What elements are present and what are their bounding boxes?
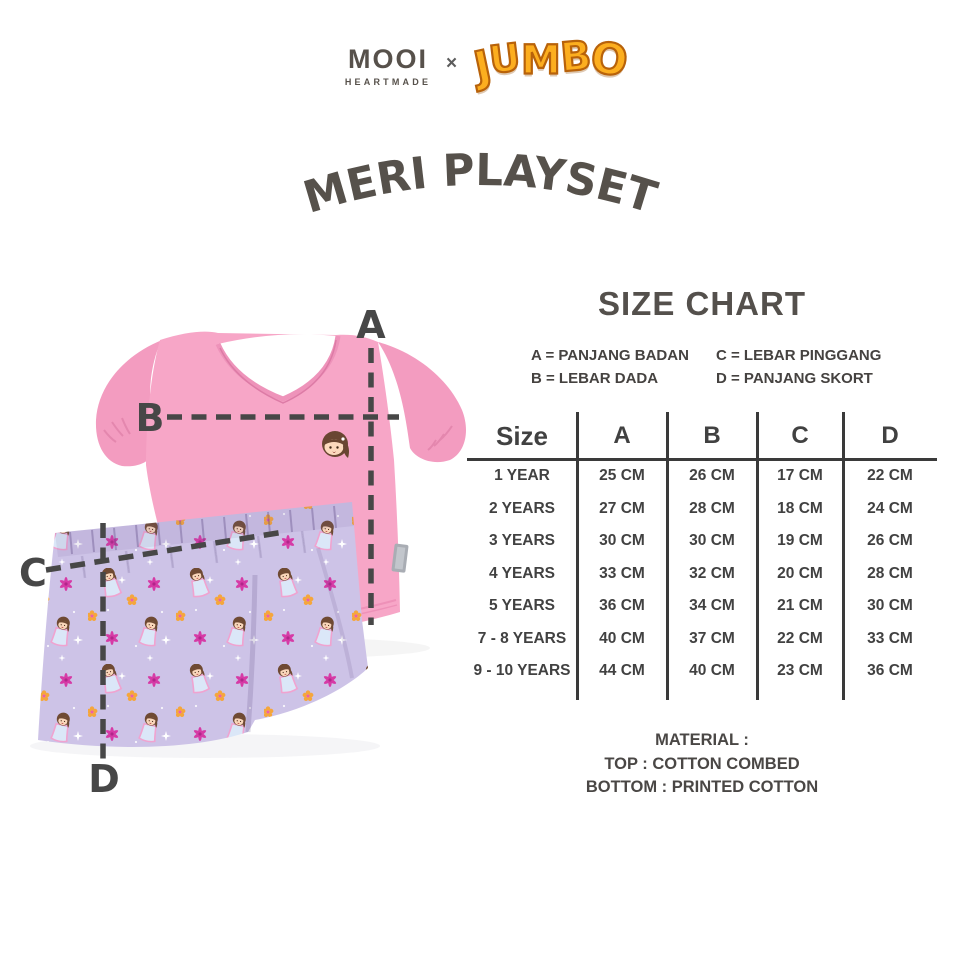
table-cell: 20 CM <box>777 564 823 582</box>
table-cell: 34 CM <box>689 597 735 615</box>
material-bottom: BOTTOM : PRINTED COTTON <box>585 778 819 796</box>
legend-item-a: A = PANJANG BADAN <box>531 347 689 364</box>
page-title: MERI PLAYSET <box>297 144 663 225</box>
measure-label-b: B <box>135 396 165 440</box>
table-cell: 18 CM <box>777 499 823 517</box>
table-row-size: 3 YEARS <box>488 532 556 550</box>
skort-graphic <box>38 502 368 747</box>
table-cell: 28 CM <box>867 564 913 582</box>
table-divider <box>756 412 760 700</box>
table-cell: 19 CM <box>777 532 823 550</box>
table-row-size: 4 YEARS <box>488 564 556 582</box>
measure-label-c: C <box>19 551 47 595</box>
table-cell: 28 CM <box>689 499 735 517</box>
table-cell: 21 CM <box>777 597 823 615</box>
col-header-d: D <box>881 422 899 449</box>
table-divider <box>842 412 846 700</box>
size-legend-right <box>716 344 881 390</box>
table-cell: 27 CM <box>599 499 645 517</box>
table-cell: 30 CM <box>689 532 735 550</box>
size-chart-heading: SIZE CHART <box>598 285 806 322</box>
table-cell: 25 CM <box>599 467 645 485</box>
table-row-size: 1 YEAR <box>494 467 550 485</box>
table-cell: 33 CM <box>599 564 645 582</box>
table-cell: 44 CM <box>599 662 645 680</box>
col-header-size: Size <box>495 420 549 451</box>
col-header-b: B <box>703 422 721 449</box>
table-divider <box>666 412 670 700</box>
table-cell: 33 CM <box>867 629 913 647</box>
table-cell: 36 CM <box>867 662 913 680</box>
jumbo-letter: O <box>588 32 631 87</box>
table-row-size: 7 - 8 YEARS <box>477 629 567 647</box>
table-cell: 24 CM <box>867 499 913 517</box>
material-heading: MATERIAL : <box>655 731 749 749</box>
table-cell: 30 CM <box>599 532 645 550</box>
legend-item-b: B = LEBAR DADA <box>531 370 659 387</box>
table-cell: 26 CM <box>689 467 735 485</box>
jumbo-letter: B <box>558 32 593 82</box>
table-cell: 22 CM <box>867 467 913 485</box>
table-cell: 30 CM <box>867 597 913 615</box>
jumbo-letter: J <box>469 41 496 94</box>
table-cell: 40 CM <box>599 629 645 647</box>
legend-item-d: D = PANJANG SKORT <box>716 370 873 387</box>
mooi-logo <box>338 46 438 87</box>
jumbo-letter: M <box>520 37 561 84</box>
table-row-size: 9 - 10 YEARS <box>473 662 571 680</box>
measure-label-a: A <box>356 303 386 347</box>
size-table <box>467 412 937 700</box>
table-cell: 32 CM <box>689 564 735 582</box>
product-photo <box>0 280 480 800</box>
table-cell: 17 CM <box>777 467 823 485</box>
table-cell: 37 CM <box>689 629 735 647</box>
table-cell: 22 CM <box>777 629 823 647</box>
product-title-arch <box>272 136 688 236</box>
table-cell: 26 CM <box>867 532 913 550</box>
table-cell: 36 CM <box>599 597 645 615</box>
material-info <box>467 729 937 800</box>
table-cell: 40 CM <box>689 662 735 680</box>
size-legend-left <box>531 344 689 390</box>
table-cell: 23 CM <box>777 662 823 680</box>
table-header-rule <box>467 458 937 461</box>
col-header-c: C <box>791 422 809 449</box>
table-row-size: 2 YEARS <box>488 499 556 517</box>
table-divider <box>576 412 580 700</box>
jumbo-logo <box>469 32 631 94</box>
table-row-size: 5 YEARS <box>488 597 556 615</box>
measure-label-d: D <box>88 757 120 800</box>
material-top: TOP : COTTON COMBED <box>604 754 800 773</box>
mooi-wordmark: MOOI <box>348 44 428 74</box>
collab-x-separator: × <box>446 53 458 74</box>
legend-item-c: C = LEBAR PINGGANG <box>716 347 882 364</box>
jumbo-letter: U <box>486 34 523 83</box>
mooi-subtitle: HEARTMADE <box>344 77 432 87</box>
col-header-a: A <box>613 422 631 449</box>
